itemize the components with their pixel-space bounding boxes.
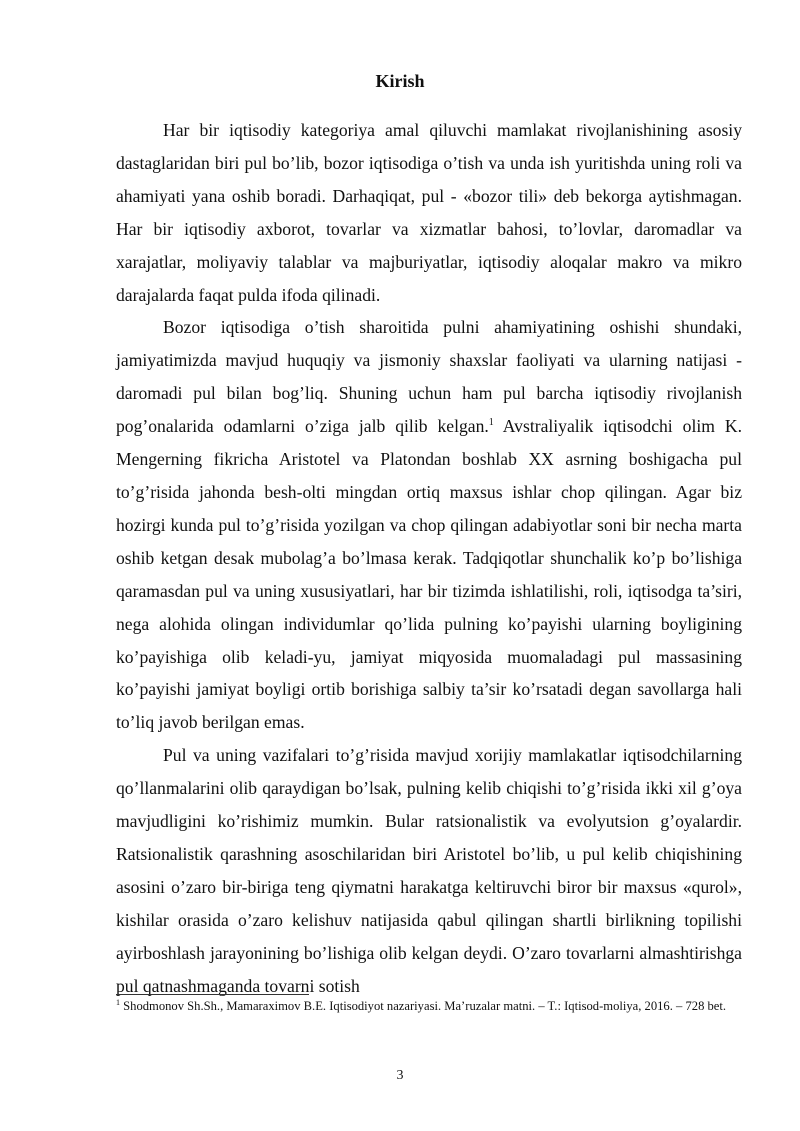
page-number: 3 (396, 1068, 404, 1083)
section-title: Kirish (375, 71, 425, 91)
body-text (116, 114, 742, 1002)
paragraph-1: Har bir iqtisodiy kategoriya amal qiluvchi mamlakat rivojlanishining asosiy dastaglaridan biri pul bo’lib, bozor iqtisodiga o’tish va unda ish yuritishda uning roli va ahamiyati yana oshib boradi. Darhaqiqat, pul - «bozor tili» deb bekorga aytishmagan. Har bir iqtisodiy axborot, tovarlar va xizmatlar bahosi, to’lovlar, daromadlar va xarajatlar, moliyaviy talablar va majburiyatlar, iqtisodiy aloqalar makro va mikro darajalarda faqat pulda ifoda qilinadi. (116, 120, 742, 305)
footnote-separator (116, 994, 309, 995)
paragraph-2-text-a: Bozor iqtisodiga o’tish sharoitida pulni ahamiyatining oshishi shundaki, jamiyatimizda mavjud huquqiy va jismoniy shaxslar faoliyati va ularning natijasi - daromadi pul bilan bog’liq. Shuning uchun ham pul barcha iqtisodiy rivojlanish pog’onalarida odamlarni o’ziga jalb qilib kelgan. (116, 317, 742, 437)
footnote-ref-mark[interactable]: 1 (488, 417, 494, 429)
footnote (116, 998, 742, 1015)
paragraph-3: Pul va uning vazifalari to’g’risida mavjud xorijiy mamlakatlar iqtisodchilarning qo’llanmalarini olib qaraydigan bo’lsak, pulning kelib chiqishi to’g’risida ikki xil g’oya mavjudligini ko’rishimiz mumkin. Bular ratsionalistik va evolyutsion g’oyalardir. Ratsionalistik qarashning asoschilaridan biri Aristotel bo’lib, u pul kelib chiqishining asosini o’zaro bir-biriga teng qiymatni harakatga keltiruvchi biror bir maxsus «qurol», kishilar orasida o’zaro kelishuv natijasida qabul qilingan shartli birlikning topilishi ayirboshlash jarayonining bo’lishiga olib kelgan deydi. O’zaro tovarlarni almashtirishga pul qatnashmaganda tovarni sotish (116, 745, 742, 996)
footnote-mark: 1 (116, 997, 120, 1007)
paragraph-2-text-b: Avstraliyalik iqtisodchi olim K. Mengerning fikricha Aristotel va Platondan boshlab XX asrning boshigacha pul to’g’risida jahonda besh-olti mingdan ortiq maxsus ishlar chop qilingan. Agar biz hozirgi kunda pul to’g’risida yozilgan va chop qilingan adabiyotlar soni bir necha marta oshib ketgan desak mubolag’a bo’lmasa kerak. Tadqiqotlar shunchalik ko’p bo’lishiga qaramasdan pul va uning xususiyatlari, har bir tizimda ishlatilishi, roli, iqtisodga ta’siri, nega alohida olingan individumlar qo’lida pulning ko’payishi ularning boyligining ko’payishiga olib keladi-yu, jamiyat miqyosida muomaladagi pul massasining ko’payishi jamiyat boyligi ortib borishiga salbiy ta’sir ko’rsatadi degan savollarga hali to’liq javob berilgan emas. (116, 416, 743, 733)
footnote-text: Shodmonov Sh.Sh., Mamaraximov B.E. Iqtisodiyot nazariyasi. Ma’ruzalar matni. – T.: Iqtisod-moliya, 2016. – 728 bet. (120, 999, 727, 1013)
paragraph-2 (116, 311, 742, 739)
